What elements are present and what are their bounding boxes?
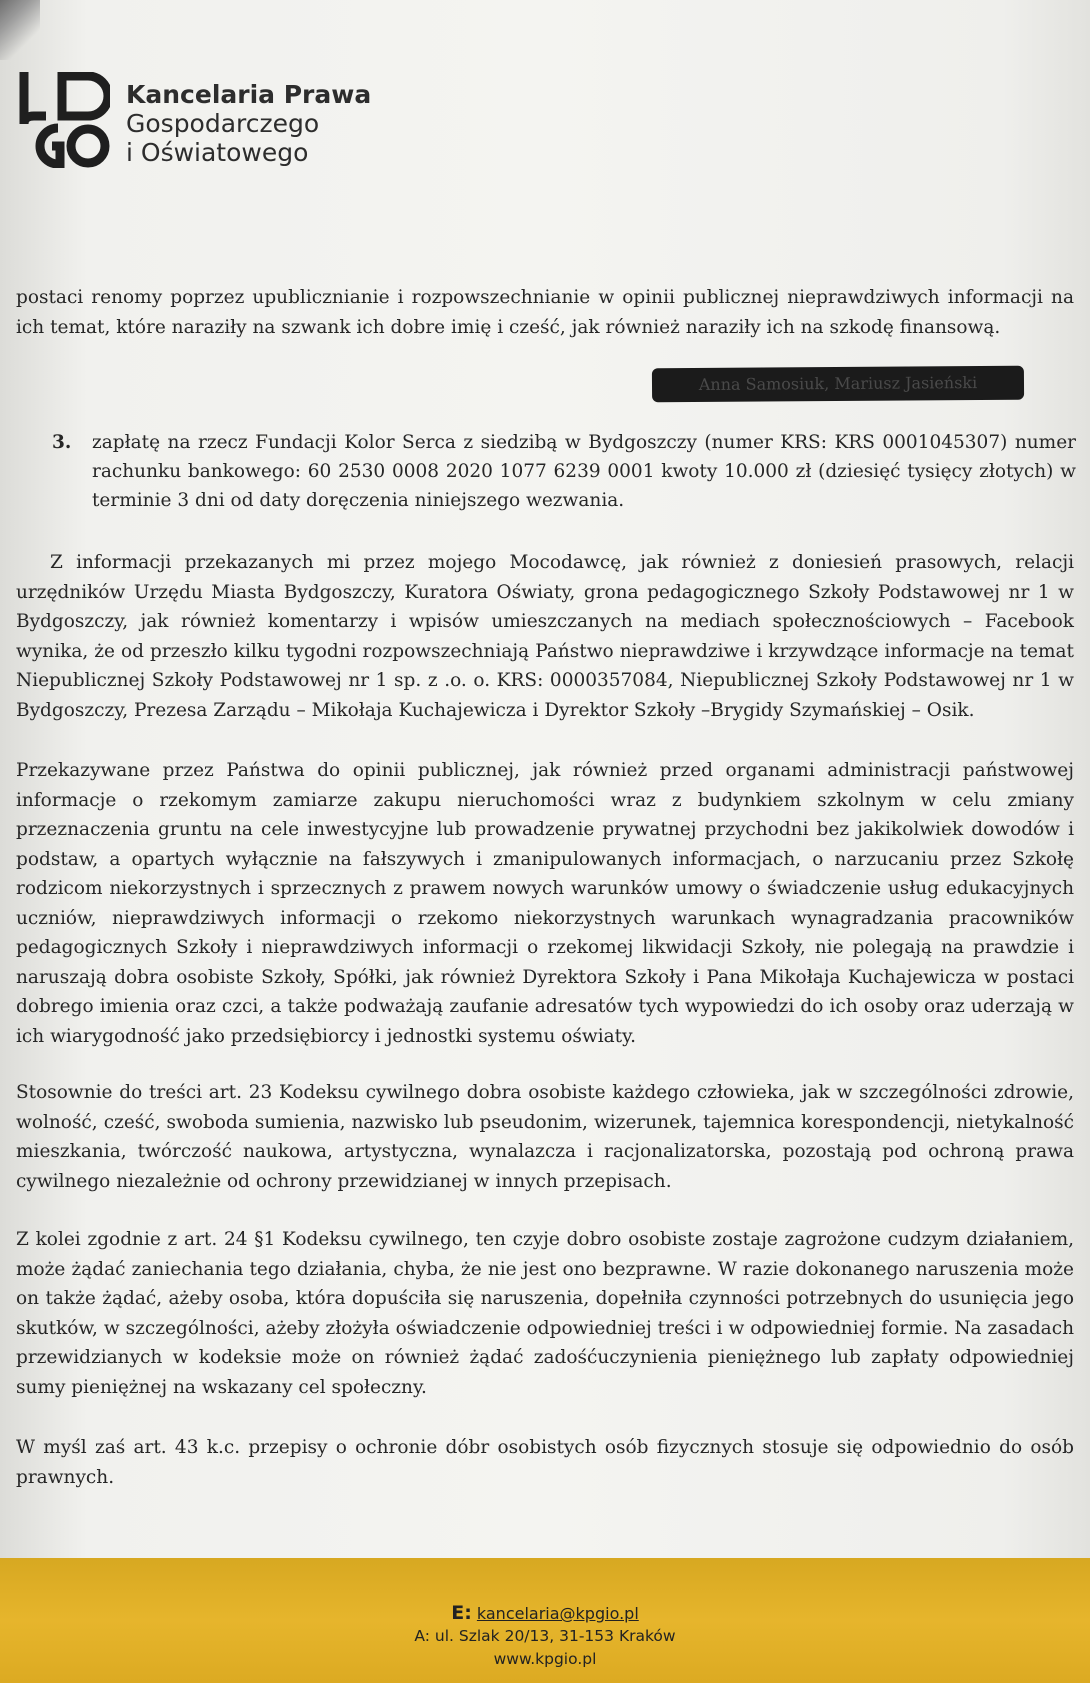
paragraph-2: Przekazywane przez Państwa do opinii publicznej, jak również przed organami administracji państwowej informacje o rzekomym zamiarze zakupu nieruchomości wraz z budynkiem szkolnym w celu zmiany przeznaczenia gruntu na cele inwestycyjne lub prowadzenie prywatnej przychodni bez jakikolwiek dowodów i podstaw, a opartych wyłącznie na fałszywych i zmanipulowanych informacjach, o narzucaniu przez Szkołę rodzicom niekorzystnych i sprzecznych z prawem nowych warunków umowy o świadczenie usług edukacyjnych uczniów, nieprawdziwych informacji o rzekomo niekorzystnych warunkach wynagradzania pracowników pedagogicznych Szkoły i nieprawdziwych informacji o rzekomej likwidacji Szkoły, nie polegają na prawdzie i naruszają dobra osobiste Szkoły, Spółki, jak również Dyrektora Szkoły i Pana Mikołaja Kuchajewicza w postaci dobrego imienia oraz czci, a także podważają zaufanie adresatów tych wypowiedzi do ich osoby oraz uderzają w ich wiarygodność jako przedsiębiorcy i jednostki systemu oświaty. xyxy=(16,760,1074,1047)
continuation-paragraph: postaci renomy poprzez upublicznianie i rozpowszechnianie w opinii publicznej nieprawdziwych informacji na ich temat, które naraziły na szwank ich dobre imię i cześć, jak również naraziły ich na szkodę finansową. xyxy=(16,287,1074,338)
list-item-text: zapłatę na rzecz Fundacji Kolor Serca z siedzibą w Bydgoszczy (numer KRS: KRS 0001045307) numer rachunku bankowego: 60 2530 0008 2020 1077 6239 0001 kwoty 10.000 zł (dziesięć tysięcy złotych) w terminie 3 dni od daty doręczenia niniejszego wezwania. xyxy=(92,432,1076,511)
firm-name xyxy=(126,80,371,167)
footer-email-row xyxy=(0,1602,1090,1625)
firm-name-line3: i Oświatowego xyxy=(126,138,309,167)
firm-name-line1: Kancelaria Prawa xyxy=(126,80,372,109)
email-link[interactable]: kancelaria@kpgio.pl xyxy=(476,1604,639,1623)
paragraph-5: W myśl zaś art. 43 k.c. przepisy o ochronie dóbr osobistych osób fizycznych stosuje się odpowiednio do osób prawnych. xyxy=(16,1437,1074,1488)
address-label: A: xyxy=(414,1627,430,1645)
list-item-3 xyxy=(52,428,1076,515)
email-label: E: xyxy=(451,1602,472,1624)
footer-band xyxy=(0,1558,1090,1683)
list-item-number: 3. xyxy=(52,432,72,453)
paragraph-4: Z kolei zgodnie z art. 24 §1 Kodeksu cywilnego, ten czyje dobro osobiste zostaje zagrożone cudzym działaniem, może żądać zaniechania tego działania, chyba, że nie jest ono bezprawne. W razie dokonanego naruszenia może on także żądać, ażeby osoba, która dopuściła się naruszenia, dopełniła czynności potrzebnych do usunięcia jego skutków, w szczególności, ażeby złożyła oświadczenie odpowiedniej treści i w odpowiedniej formie. Na zasadach przewidzianych w kodeksie może on również żądać zadośćuczynienia pieniężnego lub zapłaty odpowiedniej sumy pieniężnej na wskazany cel społeczny. xyxy=(16,1229,1074,1398)
paragraph-3: Stosownie do treści art. 23 Kodeksu cywilnego dobra osobiste każdego człowieka, jak w szczególności zdrowie, wolność, cześć, swoboda sumienia, nazwisko lub pseudonim, wizerunek, tajemnica korespondencji, nietykalność mieszkania, twórczość naukowa, artystyczna, wynalazcza i racjonalizatorska, pozostają pod ochroną prawa cywilnego niezależnie od ochrony przewidzianej w innych przepisach. xyxy=(16,1082,1074,1192)
page-corner-shadow xyxy=(0,0,40,60)
footer-address-row xyxy=(0,1625,1090,1648)
kpgio-logo xyxy=(18,72,110,168)
redacted-names: Anna Samosiuk, Mariusz Jasieński xyxy=(652,366,1024,403)
address-text: ul. Szlak 20/13, 31-153 Kraków xyxy=(434,1627,676,1645)
paragraph-1: Z informacji przekazanych mi przez mojego Mocodawcę, jak również z doniesień prasowych, relacji urzędników Urzędu Miasta Bydgoszczy, Kuratora Oświaty, grona pedagogicznego Szkoły Podstawowej nr 1 w Bydgoszczy, jak również komentarzy i wpisów umieszczanych na mediach społecznościowych – Facebook wynika, że od przeszło kilku tygodni rozpowszechniają Państwo nieprawdziwe i krzywdzące informacje na temat Niepublicznej Szkoły Podstawowej nr 1 sp. z .o. o. KRS: 0000357084, Niepublicznej Szkoły Podstawowej nr 1 w Bydgoszczy, Prezesa Zarządu – Mikołaja Kuchajewicza i Dyrektor Szkoły –Brygidy Szymańskiej – Osik. xyxy=(16,552,1074,721)
website-link[interactable]: www.kpgio.pl xyxy=(493,1650,597,1668)
firm-name-line2: Gospodarczego xyxy=(126,109,320,138)
